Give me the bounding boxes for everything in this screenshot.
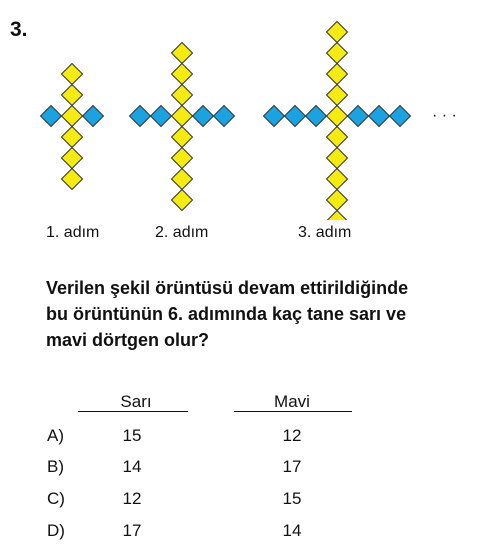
figure-2-yellow-diamond xyxy=(172,190,193,211)
question-line-1: Verilen şekil örüntüsü devam ettirildiğinde xyxy=(46,278,409,298)
figure-3-yellow-diamond xyxy=(327,43,348,64)
figure-3-yellow-diamond xyxy=(327,85,348,106)
figure-1-blue-diamond xyxy=(83,106,104,127)
option-a-sari: 15 xyxy=(122,426,142,445)
option-a-letter: A) xyxy=(47,426,64,445)
figure-3-blue-diamond xyxy=(285,106,306,127)
option-c-sari: 12 xyxy=(122,489,142,508)
question-text xyxy=(46,275,476,353)
figure-2-yellow-diamond xyxy=(172,169,193,190)
figure-2-blue-diamond xyxy=(130,106,151,127)
figure-3-yellow-diamond xyxy=(327,64,348,85)
figure-3-blue-diamond xyxy=(348,106,369,127)
option-c-mavi: 15 xyxy=(282,489,302,508)
figure-3-yellow-diamond xyxy=(327,127,348,148)
figure-3-yellow-diamond xyxy=(327,148,348,169)
figure-3-blue-diamond xyxy=(306,106,327,127)
figure-2-yellow-diamond xyxy=(172,85,193,106)
column-header-mavi: Mavi xyxy=(274,392,310,411)
figure-2-yellow-diamond xyxy=(172,148,193,169)
figure-3-blue-diamond xyxy=(264,106,285,127)
step-label-2: 2. adım xyxy=(155,224,209,241)
figure-2-yellow-diamond xyxy=(172,127,193,148)
figure-2-center-diamond xyxy=(172,106,193,127)
figure-2-blue-diamond xyxy=(214,106,235,127)
figure-1-blue-diamond xyxy=(41,106,62,127)
figure-3-yellow-diamond xyxy=(327,22,348,43)
ellipsis: · · · xyxy=(432,107,457,124)
figure-2-yellow-diamond xyxy=(172,43,193,64)
figure-3-yellow-diamond xyxy=(327,169,348,190)
question-line-2: bu örüntünün 6. adımında kaç tane sarı ve xyxy=(46,304,407,324)
figure-3-blue-diamond xyxy=(390,106,411,127)
step-label-1: 1. adım xyxy=(46,224,100,241)
option-d-letter: D) xyxy=(47,521,65,540)
question-line-3: mavi dörtgen olur? xyxy=(46,330,210,350)
figure-1-yellow-diamond xyxy=(62,127,83,148)
option-b-sari: 14 xyxy=(122,457,142,476)
figure-3-center-diamond xyxy=(327,106,348,127)
option-b-letter: B) xyxy=(47,457,64,476)
option-c-letter: C) xyxy=(47,489,65,508)
figure-1-yellow-diamond xyxy=(62,169,83,190)
figure-1-yellow-diamond xyxy=(62,64,83,85)
option-b-mavi: 17 xyxy=(282,457,302,476)
figure-1-center-diamond xyxy=(62,106,83,127)
figure-2-blue-diamond xyxy=(193,106,214,127)
figure-2-yellow-diamond xyxy=(172,64,193,85)
figure-1-yellow-diamond xyxy=(62,85,83,106)
figure-3-blue-diamond xyxy=(369,106,390,127)
pattern-figures xyxy=(0,0,482,220)
figure-2-blue-diamond xyxy=(151,106,172,127)
option-d-mavi: 14 xyxy=(282,521,302,540)
column-underline-mavi xyxy=(234,411,352,412)
column-underline-sari xyxy=(78,411,188,412)
column-header-sari: Sarı xyxy=(120,392,152,411)
question-number: 3. xyxy=(10,18,28,41)
figure-1-yellow-diamond xyxy=(62,148,83,169)
figure-3-yellow-diamond xyxy=(327,211,348,221)
step-label-3: 3. adım xyxy=(298,224,352,241)
figure-3-yellow-diamond xyxy=(327,190,348,211)
option-a-mavi: 12 xyxy=(282,426,302,445)
option-d-sari: 17 xyxy=(122,521,142,540)
